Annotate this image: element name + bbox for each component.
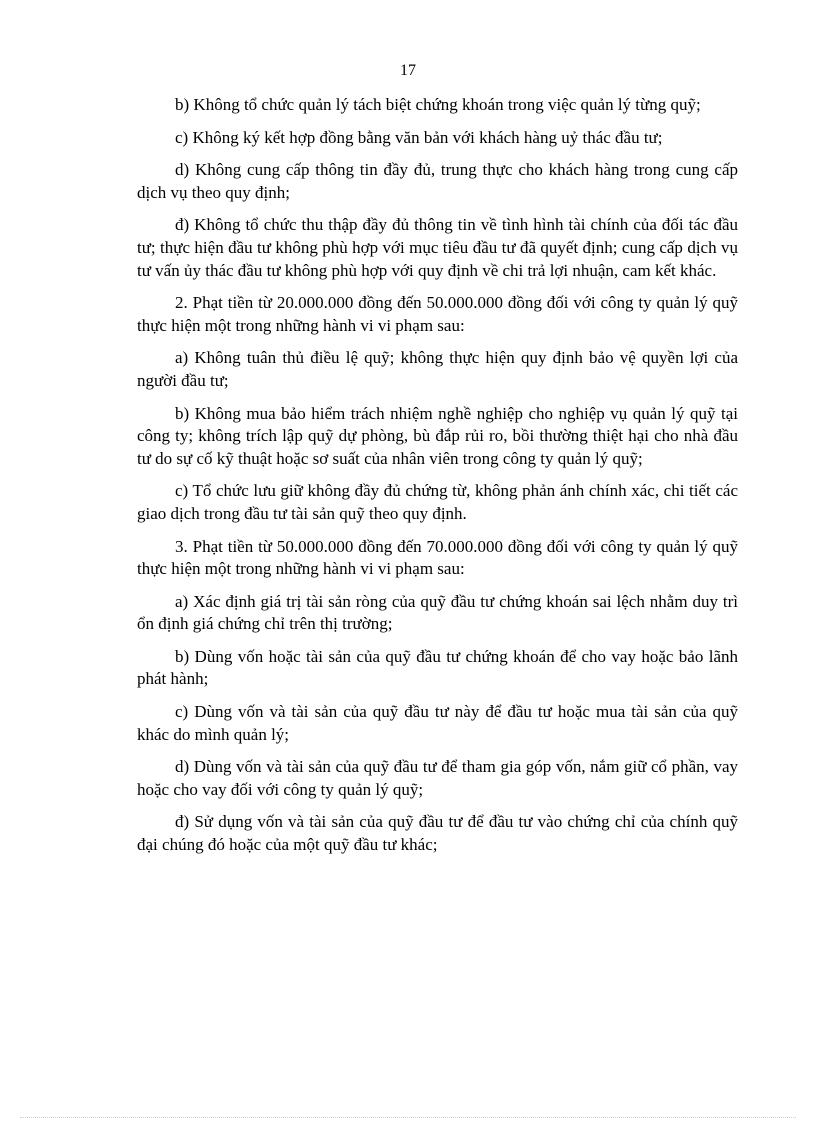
page-bottom-divider bbox=[20, 1117, 796, 1118]
page-number: 17 bbox=[400, 62, 416, 79]
paragraph-3d-capital-contribution: d) Dùng vốn và tài sản của quỹ đầu tư để tham gia góp vốn, nắm giữ cổ phần, vay hoặc cho vay đối với công ty quản lý quỹ; bbox=[137, 757, 738, 799]
paragraph-3b-lending: b) Dùng vốn hoặc tài sản của quỹ đầu tư chứng khoán để cho vay hoặc bảo lãnh phát hành; bbox=[137, 646, 738, 689]
clause-2-fine: 2. Phạt tiền từ 20.000.000 đồng đến 50.000.000 đồng đối với công ty quản lý quỹ thực hiện một trong những hành vi vi phạm sau: bbox=[137, 293, 738, 335]
paragraph-dd-financial-info: đ) Không tổ chức thu thập đầy đủ thông tin về tình hình tài chính của đối tác đầu tư; thực hiện đầu tư không phù hợp với mục tiêu đầu tư đã quyết định; cung cấp dịch vụ tư vấn ủy thác đầu tư không phù hợp với quy định về chi trả lợi nhuận, cam kết khác. bbox=[137, 215, 738, 280]
paragraph-b-separate-securities: b) Không tổ chức quản lý tách biệt chứng khoán trong việc quản lý từng quỹ; bbox=[175, 95, 701, 114]
paragraph-2a-fund-charter: a) Không tuân thủ điều lệ quỹ; không thực hiện quy định bảo vệ quyền lợi của người đầu tư; bbox=[137, 348, 738, 390]
paragraph-3a-net-asset-value: a) Xác định giá trị tài sản ròng của quỹ đầu tư chứng khoán sai lệch nhằm duy trì ổn định giá chứng chỉ trên thị trường; bbox=[137, 591, 738, 634]
paragraph-3dd-own-certificates: đ) Sử dụng vốn và tài sản của quỹ đầu tư để đầu tư vào chứng chỉ của chính quỹ đại chúng đó hoặc của một quỹ đầu tư khác; bbox=[137, 812, 738, 855]
clause-3-fine: 3. Phạt tiền từ 50.000.000 đồng đến 70.000.000 đồng đối với công ty quản lý quỹ thực hiện một trong những hành vi vi phạm sau: bbox=[137, 536, 738, 579]
paragraph-2c-records: c) Tổ chức lưu giữ không đầy đủ chứng từ, không phản ánh chính xác, chi tiết các giao dịch trong đầu tư tài sản quỹ theo quy định. bbox=[137, 481, 738, 523]
paragraph-3c-cross-fund: c) Dùng vốn và tài sản của quỹ đầu tư này để đầu tư hoặc mua tài sản của quỹ khác do mình quản lý; bbox=[137, 702, 738, 744]
paragraph-2b-insurance: b) Không mua bảo hiểm trách nhiệm nghề nghiệp cho nghiệp vụ quản lý quỹ tại công ty; không trích lập quỹ dự phòng, bù đắp rủi ro, bồi thường thiệt hại cho nhà đầu tư do sự cố kỹ thuật hoặc sơ suất của nhân viên trong công ty quản lý quỹ; bbox=[137, 403, 738, 468]
paragraph-c-written-contract: c) Không ký kết hợp đồng bằng văn bản với khách hàng uỷ thác đầu tư; bbox=[175, 127, 663, 147]
paragraph-d-information-disclosure: d) Không cung cấp thông tin đầy đủ, trung thực cho khách hàng trong cung cấp dịch vụ theo quy định; bbox=[137, 160, 738, 202]
document-body bbox=[137, 94, 738, 867]
